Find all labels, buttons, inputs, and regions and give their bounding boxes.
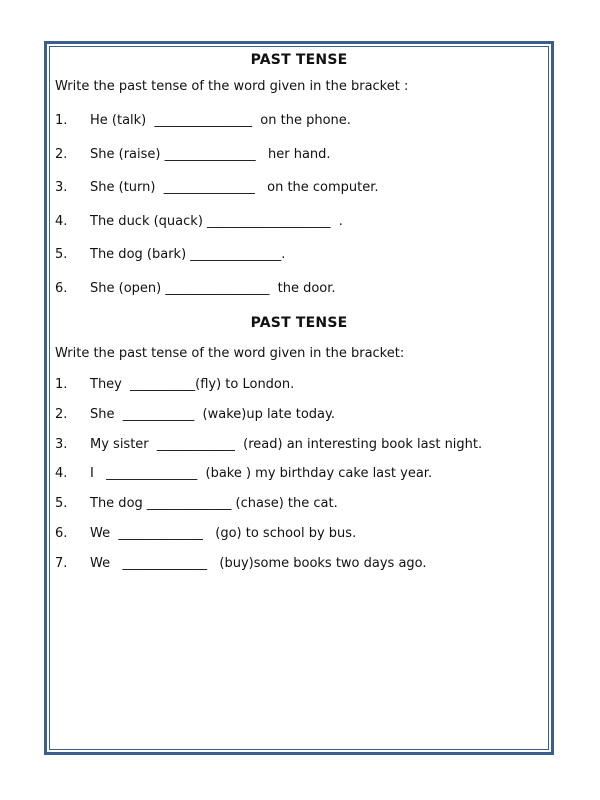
item-text: She ___________ (wake)up late today. <box>90 407 335 422</box>
item-number: 2. <box>55 407 68 422</box>
item-number: 6. <box>55 526 68 541</box>
item-number: 4. <box>55 466 68 481</box>
item-text: I ______________ (bake ) my birthday cake last year. <box>90 466 433 481</box>
item-text: She (turn) ______________ on the computer. <box>90 180 379 195</box>
item-number: 2. <box>55 147 68 162</box>
item-text: My sister ____________ (read) an interesting book last night. <box>90 437 483 452</box>
item-text: The dog (bark) ______________. <box>90 247 286 262</box>
item-number: 5. <box>55 496 68 511</box>
item-text: She (open) ________________ the door. <box>90 281 336 296</box>
item-number: 5. <box>55 247 68 262</box>
item-number: 6. <box>55 281 68 296</box>
item-number: 7. <box>55 556 68 571</box>
item-text: The dog _____________ (chase) the cat. <box>90 496 338 511</box>
item-text: We _____________ (go) to school by bus. <box>90 526 357 541</box>
item-text: He (talk) _______________ on the phone. <box>90 113 351 128</box>
section1-heading: PAST TENSE <box>250 52 348 68</box>
item-number: 3. <box>55 437 68 452</box>
item-number: 1. <box>55 113 68 128</box>
section2-instruction: Write the past tense of the word given in the bracket: <box>55 346 405 361</box>
section2-heading: PAST TENSE <box>250 315 348 331</box>
item-number: 1. <box>55 377 68 392</box>
section1-instruction: Write the past tense of the word given in the bracket : <box>55 79 409 94</box>
item-text: We _____________ (buy)some books two days ago. <box>90 556 427 571</box>
item-text: The duck (quack) ___________________ . <box>90 214 343 229</box>
item-text: They __________(fly) to London. <box>90 377 295 392</box>
item-number: 3. <box>55 180 68 195</box>
item-text: She (raise) ______________ her hand. <box>90 147 331 162</box>
item-number: 4. <box>55 214 68 229</box>
